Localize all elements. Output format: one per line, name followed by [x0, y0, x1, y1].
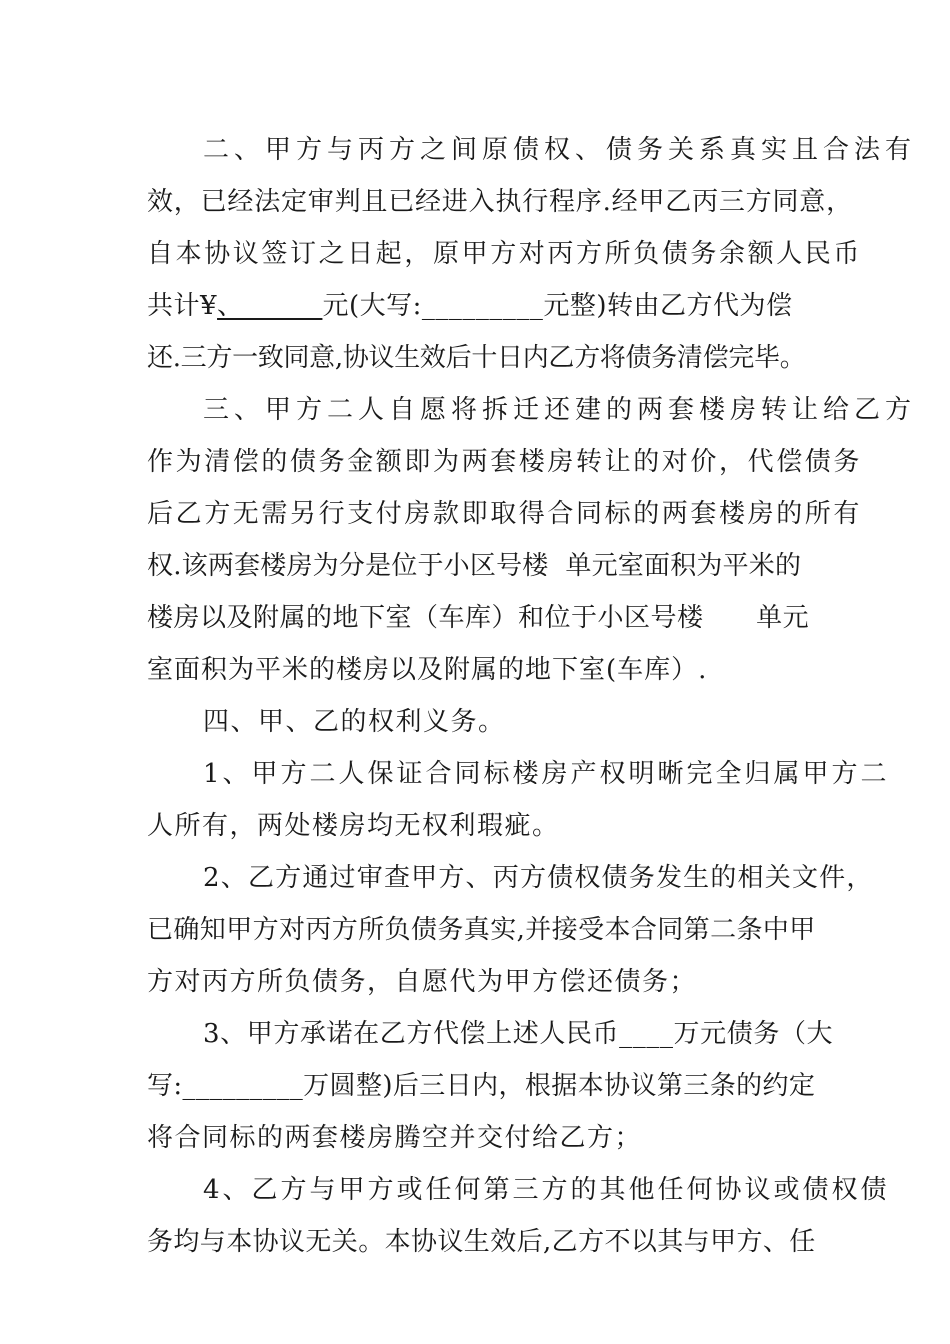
item-2-line-2: 已确知甲方对丙方所负债务真实,并接受本合同第二条中甲 [147, 915, 816, 945]
paragraph-3-line-2: 作为清偿的债务金额即为两套楼房转让的对价，代偿债务 [147, 447, 863, 477]
item-3-line-2: 写:_________万圆整)后三日内，根据本协议第三条的约定 [147, 1071, 816, 1101]
paragraph-2-line-1: 二、甲方与丙方之间原债权、债务关系真实且合法有 [203, 135, 917, 165]
item-1-line-1: 1、甲方二人保证合同标楼房产权明晰完全归属甲方二 [203, 759, 890, 789]
paragraph-3-line-6: 室面积为平米的楼房以及附属的地下室(车库）. [147, 655, 708, 685]
paragraph-2-line-3: 自本协议签订之日起，原甲方对丙方所负债务余额人民币 [147, 239, 863, 269]
item-4-line-2: 务均与本协议无关。本协议生效后,乙方不以其与甲方、任 [147, 1227, 816, 1257]
paragraph-3-line-4: 权.该两套楼房为分是位于小区号楼 单元室面积为平米的 [147, 551, 802, 581]
paragraph-2-line-2: 效，已经法定审判且已经进入执行程序.经甲乙丙三方同意， [147, 187, 853, 217]
paragraph-3-line-5: 楼房以及附属的地下室（车库）和位于小区号楼 单元 [147, 603, 810, 633]
paragraph-3-line-1: 三、甲方二人自愿将拆迁还建的两套楼房转让给乙方 [203, 395, 917, 425]
item-2-line-1: 2、乙方通过审查甲方、丙方债权债务发生的相关文件， [203, 863, 874, 893]
item-1-line-2: 人所有，两处楼房均无权利瑕疵。 [147, 811, 560, 841]
amount-text: 元(大写:_________元整)转由乙方代为偿 [322, 291, 793, 321]
amount-blank: 、 [217, 291, 323, 321]
item-3-line-3: 将合同标的两套楼房腾空并交付给乙方； [147, 1123, 643, 1153]
paragraph-2-line-4 [147, 286, 793, 326]
item-3-line-1: 3、甲方承诺在乙方代偿上述人民币____万元债务（大 [203, 1019, 834, 1049]
total-prefix: 共计¥ [147, 291, 218, 321]
item-2-line-3: 方对丙方所负债务，自愿代为甲方偿还债务； [147, 967, 698, 997]
item-4-line-1: 4、乙方与甲方或任何第三方的其他任何协议或债权债 [203, 1175, 890, 1205]
paragraph-3-line-3: 后乙方无需另行支付房款即取得合同标的两套楼房的所有 [147, 499, 863, 529]
paragraph-2-line-5: 还.三方一致同意,协议生效后十日内乙方将债务清偿完毕。 [147, 343, 806, 373]
section-4-heading: 四、甲、乙的权利义务。 [203, 707, 506, 737]
